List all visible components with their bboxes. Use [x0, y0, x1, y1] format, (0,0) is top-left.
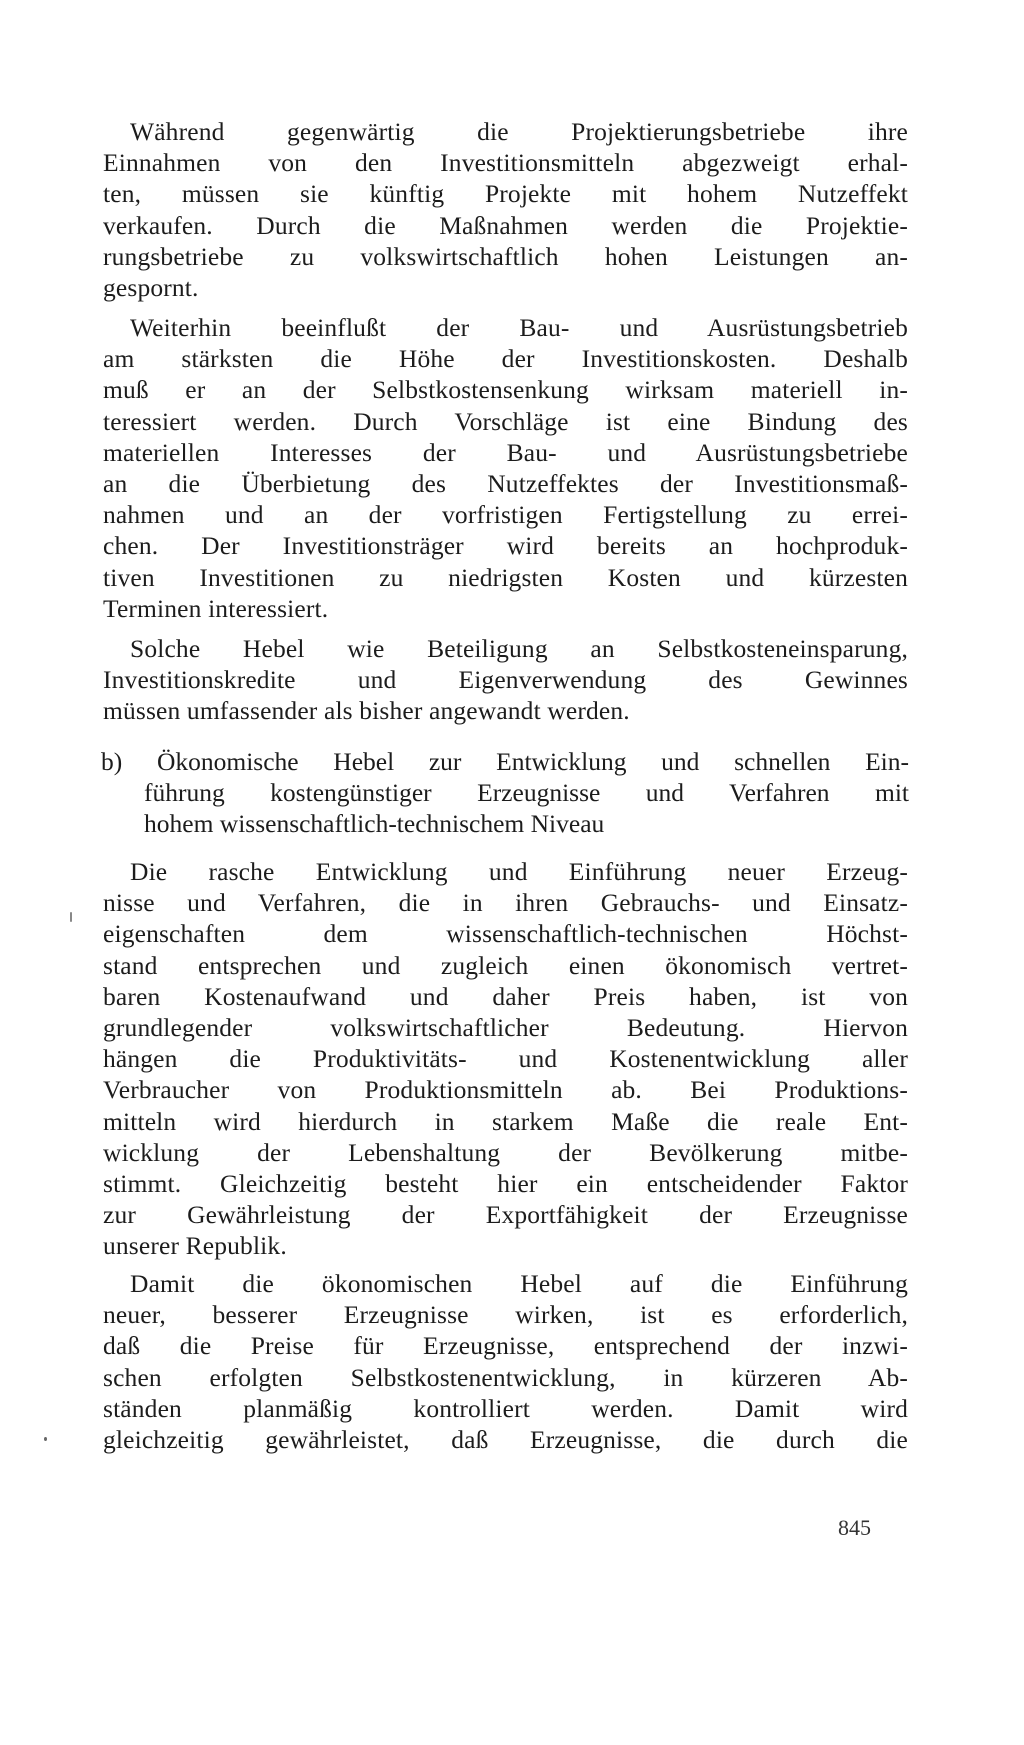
text-line: grundlegender volkswirtschaftlicher Bedeutung. Hiervon [103, 1012, 908, 1042]
paragraph-1 [103, 116, 908, 303]
text-line: gespornt. [103, 272, 199, 302]
heading-line: hohem wissenschaftlich-technischem Niveau [144, 809, 605, 839]
text-line: Investitionskredite und Eigenverwendung des Gewinnes [103, 665, 908, 695]
text-line: gleichzeitig gewährleistet, daß Erzeugnisse, die durch die [103, 1424, 908, 1454]
text-line: wicklung der Lebenshaltung der Bevölkerung mitbe- [103, 1137, 908, 1167]
paragraph-4 [103, 856, 908, 1261]
text-line: tiven Investitionen zu niedrigsten Kosten und kürzesten [103, 562, 908, 592]
text-line: mitteln wird hierdurch in starkem Maße die reale Ent- [103, 1106, 908, 1136]
text-line: muß er an der Selbstkostensenkung wirksam materiell in- [103, 375, 908, 405]
text-line: Damit die ökonomischen Hebel auf die Einführung [130, 1269, 908, 1298]
text-line: ständen planmäßig kontrolliert werden. Damit wird [103, 1393, 908, 1423]
text-line: stimmt. Gleichzeitig besteht hier ein entscheidender Faktor [103, 1168, 908, 1198]
text-line: zur Gewährleistung der Exportfähigkeit der Erzeugnisse [103, 1200, 908, 1230]
text-line: müssen umfassender als bisher angewandt werden. [103, 696, 630, 726]
text-line: Terminen interessiert. [103, 593, 329, 623]
text-line: daß die Preise für Erzeugnisse, entsprechend der inzwi- [103, 1331, 908, 1361]
text-line: eigenschaften dem wissenschaftlich-technischen Höchst- [103, 919, 908, 949]
text-line: hängen die Produktivitäts- und Kostenentwicklung aller [103, 1044, 908, 1074]
section-heading [101, 746, 909, 840]
paragraph-2 [103, 312, 908, 624]
text-line: Solche Hebel wie Beteiligung an Selbstkosteneinsparung, [130, 634, 908, 663]
paragraph-5 [103, 1268, 908, 1455]
text-line: Während gegenwärtig die Projektierungsbetriebe ihre [130, 117, 908, 146]
text-line: Die rasche Entwicklung und Einführung neuer Erzeug- [130, 857, 908, 886]
text-line: nisse und Verfahren, die in ihren Gebrauchs- und Einsatz- [103, 888, 908, 918]
text-line: an die Überbietung des Nutzeffektes der Investitionsmaß- [103, 468, 908, 498]
text-line: teressiert werden. Durch Vorschläge ist eine Bindung des [103, 406, 908, 436]
scan-speck [44, 1437, 47, 1441]
text-line: materiellen Interesses der Bau- und Ausrüstungsbetriebe [103, 437, 908, 467]
text-line: stand entsprechen und zugleich einen ökonomisch vertret- [103, 950, 908, 980]
text-line: Verbraucher von Produktionsmitteln ab. Bei Produktions- [103, 1075, 908, 1105]
page-number: 845 [838, 1515, 871, 1540]
text-line: unserer Republik. [103, 1231, 287, 1261]
text-line: ten, müssen sie künftig Projekte mit hohem Nutzeffekt [103, 179, 908, 209]
text-line: chen. Der Investitionsträger wird bereits an hochproduk- [103, 531, 908, 561]
text-line: neuer, besserer Erzeugnisse wirken, ist es erforderlich, [103, 1300, 908, 1330]
text-line: Einnahmen von den Investitionsmitteln abgezweigt erhal- [103, 148, 908, 178]
text-line: Weiterhin beeinflußt der Bau- und Ausrüstungsbetrieb [130, 313, 908, 342]
text-line: verkaufen. Durch die Maßnahmen werden die Projektie- [103, 210, 908, 240]
scan-speck [70, 912, 72, 922]
heading-line: b) Ökonomische Hebel zur Entwicklung und schnellen Ein- [101, 747, 909, 776]
text-line: am stärksten die Höhe der Investitionskosten. Deshalb [103, 344, 908, 374]
text-line: rungsbetriebe zu volkswirtschaftlich hohen Leistungen an- [103, 241, 908, 271]
paragraph-3 [103, 633, 908, 727]
text-line: schen erfolgten Selbstkostenentwicklung, in kürzeren Ab- [103, 1362, 908, 1392]
text-line: nahmen und an der vorfristigen Fertigstellung zu errei- [103, 500, 908, 530]
heading-line: führung kostengünstiger Erzeugnisse und Verfahren mit [144, 778, 909, 808]
text-line: baren Kostenaufwand und daher Preis haben, ist von [103, 981, 908, 1011]
